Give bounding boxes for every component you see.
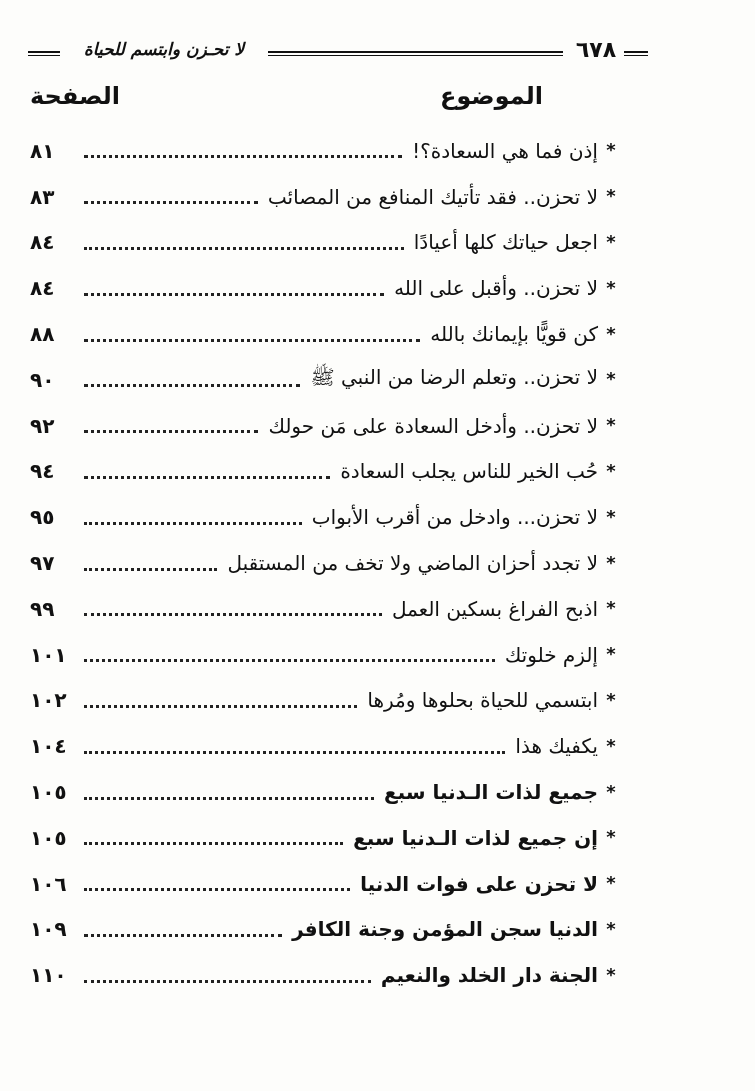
dot-leader: [84, 934, 282, 937]
entry-page: ٩٧: [30, 551, 55, 576]
entry-page: ٨٤: [30, 230, 55, 255]
entry-page: ٩٠: [30, 367, 55, 392]
entry-page: ١٠٥: [30, 780, 67, 805]
toc-entry: [30, 586, 620, 632]
entry-title: ابتسمي للحياة بحلوها ومُرها: [367, 688, 598, 713]
bullet-star: *: [606, 277, 616, 299]
entry-page: ٨٨: [30, 322, 55, 347]
bullet-star: *: [606, 689, 616, 711]
entry-title: لا تحزن.. وتعلم الرضا من النبي ﷺ: [310, 365, 598, 390]
dot-leader: [84, 155, 402, 158]
toc-entry: [30, 403, 620, 449]
dot-leader: [84, 430, 258, 433]
toc-entry: [30, 769, 620, 815]
bullet-star: *: [606, 827, 616, 849]
toc-entry: [30, 907, 620, 953]
entry-title: إلزم خلوتك: [504, 642, 598, 667]
toc-entry: [30, 678, 620, 724]
entry-title: الجنة دار الخلد والنعيم: [380, 963, 598, 988]
toc-entry: [30, 952, 620, 998]
table-of-contents: [30, 128, 620, 998]
entry-title: اجعل حياتك كلها أعيادًا: [413, 230, 598, 255]
dot-leader: [84, 705, 357, 708]
header-rule-left: [28, 51, 60, 56]
dot-leader: [84, 201, 258, 204]
bullet-star: *: [606, 369, 616, 391]
toc-entry: [30, 174, 620, 220]
entry-page: ٩٢: [30, 413, 55, 438]
column-heading-topic: الموضوع: [439, 82, 543, 110]
entry-title: لا تحزن.. فقد تأتيك المنافع من المصائب: [267, 184, 598, 209]
entry-title: لا تجدد أحزان الماضي ولا تخف من المستقبل: [227, 551, 598, 576]
bullet-star: *: [606, 506, 616, 528]
entry-page: ١٠١: [30, 642, 67, 667]
toc-entry: [30, 815, 620, 861]
entry-page: ٨١: [30, 138, 55, 163]
entry-page: ١٠٦: [30, 871, 67, 896]
header-rule-middle: [268, 51, 563, 56]
entry-page: ١٠٤: [30, 734, 67, 759]
entry-page: ٩٥: [30, 505, 55, 530]
bullet-star: *: [606, 598, 616, 620]
toc-entry: [30, 265, 620, 311]
book-title: لا تحـزن وابتسم للحياة: [83, 40, 245, 60]
entry-title: لا تحزن.. وأدخل السعادة على مَن حولك: [268, 413, 598, 438]
entry-title: إن جميع لذات الـدنيا سبع: [353, 825, 598, 850]
toc-entry: [30, 494, 620, 540]
dot-leader: [84, 476, 330, 479]
dot-leader: [84, 613, 382, 616]
entry-page: ٩٩: [30, 596, 55, 621]
entry-page: ١١٠: [30, 963, 67, 988]
column-heading-page: الصفحة: [30, 82, 121, 110]
toc-entry: [30, 311, 620, 357]
toc-entry: [30, 861, 620, 907]
toc-entry: [30, 723, 620, 769]
entry-title: لا تحزن.. وأقبل على الله: [394, 276, 598, 301]
entry-title: كن قويًّا بإيمانك بالله: [430, 322, 598, 347]
dot-leader: [84, 339, 420, 342]
dot-leader: [84, 568, 217, 571]
entry-title: إذن فما هي السعادة؟!: [412, 138, 598, 163]
bullet-star: *: [606, 323, 616, 345]
bullet-star: *: [606, 460, 616, 482]
dot-leader: [84, 384, 300, 387]
entry-title: حُب الخير للناس يجلب السعادة: [340, 459, 598, 484]
page-number: ٦٧٨: [575, 38, 617, 63]
toc-entry: [30, 632, 620, 678]
dot-leader: [84, 659, 495, 662]
dot-leader: [84, 797, 374, 800]
bullet-star: *: [606, 140, 616, 162]
bullet-star: *: [606, 415, 616, 437]
dot-leader: [84, 980, 371, 983]
dot-leader: [84, 842, 343, 845]
bullet-star: *: [606, 918, 616, 940]
dot-leader: [84, 293, 384, 296]
bullet-star: *: [606, 231, 616, 253]
dot-leader: [84, 522, 302, 525]
bullet-star: *: [606, 735, 616, 757]
entry-page: ٨٣: [30, 184, 55, 209]
entry-page: ١٠٢: [30, 688, 67, 713]
entry-title: يكفيك هذا: [515, 734, 598, 759]
header-rule-right: [624, 51, 648, 56]
entry-page: ٨٤: [30, 276, 55, 301]
entry-page: ٩٤: [30, 459, 55, 484]
running-header: [28, 40, 648, 66]
entry-page: ١٠٥: [30, 825, 67, 850]
entry-title: لا تحزن... وادخل من أقرب الأبواب: [311, 505, 598, 530]
bullet-star: *: [606, 781, 616, 803]
dot-leader: [84, 888, 350, 891]
entry-title: الدنيا سجن المؤمن وجنة الكافر: [292, 917, 598, 942]
entry-title: اذبح الفراغ بسكين العمل: [391, 596, 598, 621]
bullet-star: *: [606, 644, 616, 666]
toc-entry: [30, 540, 620, 586]
bullet-star: *: [606, 186, 616, 208]
toc-entry: [30, 357, 620, 403]
entry-title: جميع لذات الـدنيا سبع: [384, 780, 598, 805]
bullet-star: *: [606, 964, 616, 986]
dot-leader: [84, 247, 404, 250]
dot-leader: [84, 751, 505, 754]
entry-page: ١٠٩: [30, 917, 67, 942]
bullet-star: *: [606, 873, 616, 895]
toc-entry: [30, 220, 620, 266]
toc-entry: [30, 128, 620, 174]
bullet-star: *: [606, 552, 616, 574]
toc-entry: [30, 449, 620, 495]
entry-title: لا تحزن على فوات الدنيا: [360, 871, 598, 896]
